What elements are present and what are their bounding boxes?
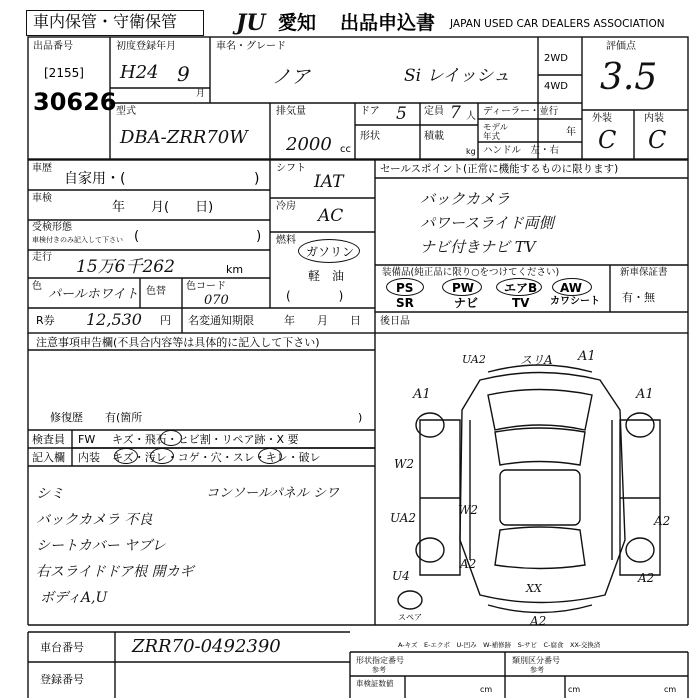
comment-right: コンソールパネル シワ — [206, 486, 339, 501]
damage-mark: UA2 — [390, 511, 417, 525]
drive-4wd: 4WD — [544, 81, 568, 92]
history-label: 車歴 — [32, 163, 52, 174]
comment-left: シミ — [36, 486, 64, 502]
year-unit: 年 — [566, 127, 576, 138]
door-label: ドア — [360, 106, 380, 117]
first-reg-label: 初度登録年月 — [116, 41, 176, 52]
first-reg-month: 9 — [177, 62, 190, 86]
size-cm: cm — [480, 685, 493, 694]
color-code-label: 色コード — [186, 281, 226, 292]
load-label: 積載 — [424, 131, 444, 142]
drive-2wd: 2WD — [544, 53, 568, 64]
reception-paren: ( ) — [134, 229, 262, 244]
fuel-label: 燃料 — [276, 235, 296, 246]
repair-close: ) — [358, 411, 363, 424]
storage-stamp-right: 守衛保管 — [113, 12, 178, 31]
score-label: 評価点 — [606, 41, 636, 52]
size-label: 車検証数値 — [356, 679, 394, 688]
seats-unit: 人 — [466, 111, 476, 122]
recycle-value: 12,530 — [86, 310, 142, 329]
comment-left: 右スライドドア根 開カギ — [36, 564, 194, 580]
model-code: DBA-ZRR70W — [120, 127, 248, 148]
sales-point: バックカメラ — [420, 190, 511, 208]
shape-label: 形状 — [360, 131, 380, 142]
inspection-value: 年 月( 日) — [112, 200, 214, 215]
damage-mark: A2 — [638, 571, 655, 585]
aircon-value: AC — [318, 206, 344, 226]
equip-leather: カワシート — [550, 296, 600, 307]
exterior-grade: C — [598, 126, 617, 154]
ju-logo-text: JU — [236, 10, 266, 36]
equip-aw: AW — [560, 281, 582, 295]
inspector-interior-keys: キズ・汚レ・コゲ・穴・スレ・キレ・破レ — [112, 451, 321, 464]
month-unit: 月 — [196, 89, 206, 99]
equipment-label: 装備品(純正品に限り○をつけてください) — [382, 267, 560, 278]
damage-legend: A-キズ E-エクボ U-凹み W-補修跡 S-サビ C-腐食 XX-交換済 — [398, 641, 601, 649]
aircon-label: 冷房 — [276, 201, 296, 212]
displacement-label: 排気量 — [276, 106, 306, 117]
back-label: 後日品 — [380, 316, 410, 327]
first-reg-era: H24 — [120, 62, 159, 83]
comment-left: バックカメラ 不良 — [36, 512, 153, 528]
damage-mark: U4 — [392, 569, 410, 583]
mileage-label: 走行 — [32, 252, 52, 263]
color-label: 色 — [32, 281, 42, 292]
registration-label: 登録番号 — [40, 673, 84, 686]
model-label: 型式 — [116, 106, 136, 117]
size-cm: cm — [568, 685, 581, 694]
history-close: ) — [254, 171, 260, 187]
shift-label: シフト — [276, 163, 306, 174]
reception-note: 車検付きのみ記入して下さい — [32, 236, 123, 244]
damage-mark: XX — [526, 582, 542, 595]
storage-stamp-sep: ・ — [97, 12, 114, 31]
deadline-value: 年 月 日 — [284, 314, 361, 327]
equip-ps: PS — [396, 281, 414, 295]
interior-grade: C — [648, 126, 667, 154]
shift-value: IAT — [314, 172, 344, 192]
equip-sr: SR — [396, 296, 414, 310]
equip-pw: PW — [452, 281, 475, 295]
score-value: 3.5 — [600, 57, 658, 98]
mileage-value: 15万6千262 — [76, 257, 175, 277]
sales-point: ナビ付きナビ TV — [420, 238, 536, 256]
new-warranty-label: 新車保証書 — [620, 267, 668, 278]
fuel-gasoline: ガソリン — [306, 245, 355, 259]
damage-mark: A2 — [530, 614, 547, 628]
equip-tv: TV — [512, 296, 530, 310]
inspector-fw: FW — [78, 433, 96, 446]
km-unit: km — [226, 263, 244, 276]
seats-value: 7 — [450, 103, 461, 123]
lot-number: 30626 — [33, 88, 117, 116]
car-name: ノア — [272, 66, 311, 88]
equip-navi: ナビ — [454, 296, 479, 310]
repair-label: 修復歴 有(箇所 — [50, 411, 143, 424]
inspector-exterior-keys: キズ・飛石・ヒビ割・リペア跡・X 要 — [112, 433, 299, 446]
deadline-label: 名変通知期限 — [188, 314, 254, 327]
ref-label: 参考 — [530, 666, 544, 674]
inspector-label-1: 検査員 — [32, 433, 65, 446]
color-value: パールホワイト — [48, 287, 139, 302]
damage-mark: A1 — [578, 349, 596, 364]
interior-label: 内装 — [644, 113, 664, 124]
form-title: 出品申込書 — [340, 12, 436, 34]
ref-label: 参考 — [372, 666, 386, 674]
dealer-label: ディーラー・並行 — [483, 106, 559, 117]
comment-left: シートカバー ヤブレ — [36, 538, 166, 554]
handle-label: ハンドル 左・右 — [483, 145, 560, 156]
car-name-label: 車名・グレード — [216, 41, 286, 52]
damage-mark: A1 — [413, 387, 431, 402]
sales-label: セールスポイント(正常に機能するものに限ります) — [380, 163, 619, 175]
notes-label: 注意事項申告欄(不具合内容等は具体的に記入して下さい) — [36, 336, 320, 349]
storage-stamp-left: 車内保管 — [33, 12, 98, 31]
damage-mark: UA2 — [462, 353, 486, 366]
comment-left: ボディA,U — [40, 590, 108, 606]
new-warranty-value: 有・無 — [622, 291, 655, 304]
damage-mark: W2 — [394, 457, 414, 471]
category-label: 類別区分番号 — [512, 656, 560, 665]
damage-mark: A2 — [654, 514, 671, 528]
lot-label: 出品番号 — [33, 41, 73, 52]
chassis-number: ZRR70-0492390 — [132, 636, 281, 657]
lot-sub: [2155] — [44, 66, 84, 80]
fuel-paren: ( ) — [286, 289, 344, 303]
equip-airbag: エアB — [504, 281, 538, 295]
displacement-value: 2000 — [286, 134, 332, 155]
size-cm: cm — [664, 685, 677, 694]
inspector-naiso: 内装 — [78, 451, 100, 464]
inspector-label-2: 記入欄 — [32, 451, 65, 464]
recycle-label: R券 — [36, 314, 55, 327]
cc-unit: cc — [340, 144, 351, 155]
kg-unit: kg — [466, 147, 476, 156]
seats-label: 定員 — [424, 106, 444, 117]
damage-mark: W2 — [458, 503, 478, 517]
hue-label: 色替 — [146, 286, 166, 297]
chassis-label: 車台番号 — [40, 641, 84, 654]
color-code-value: 070 — [204, 293, 229, 308]
damage-mark: A1 — [636, 387, 654, 402]
damage-mark: スリA — [520, 353, 553, 367]
recycle-yen: 円 — [160, 314, 171, 327]
spare-label: スペア — [398, 613, 422, 622]
history-value: 自家用・( — [64, 171, 126, 187]
sales-point: パワースライド両側 — [420, 214, 554, 232]
doors-value: 5 — [396, 104, 407, 124]
reception-label: 受検形態 — [32, 222, 72, 233]
model-year-label: モデル年式 — [483, 123, 509, 142]
inspection-label: 車検 — [32, 193, 52, 204]
damage-mark: A2 — [460, 557, 477, 571]
exterior-label: 外装 — [592, 113, 612, 124]
fuel-diesel: 軽 油 — [308, 269, 345, 283]
modified-label: 形状指定番号 — [356, 656, 404, 665]
org-name: 愛知 — [278, 12, 317, 34]
association-name: JAPAN USED CAR DEALERS ASSOCIATION — [450, 18, 665, 30]
car-grade: Si レイッシュ — [404, 66, 510, 86]
